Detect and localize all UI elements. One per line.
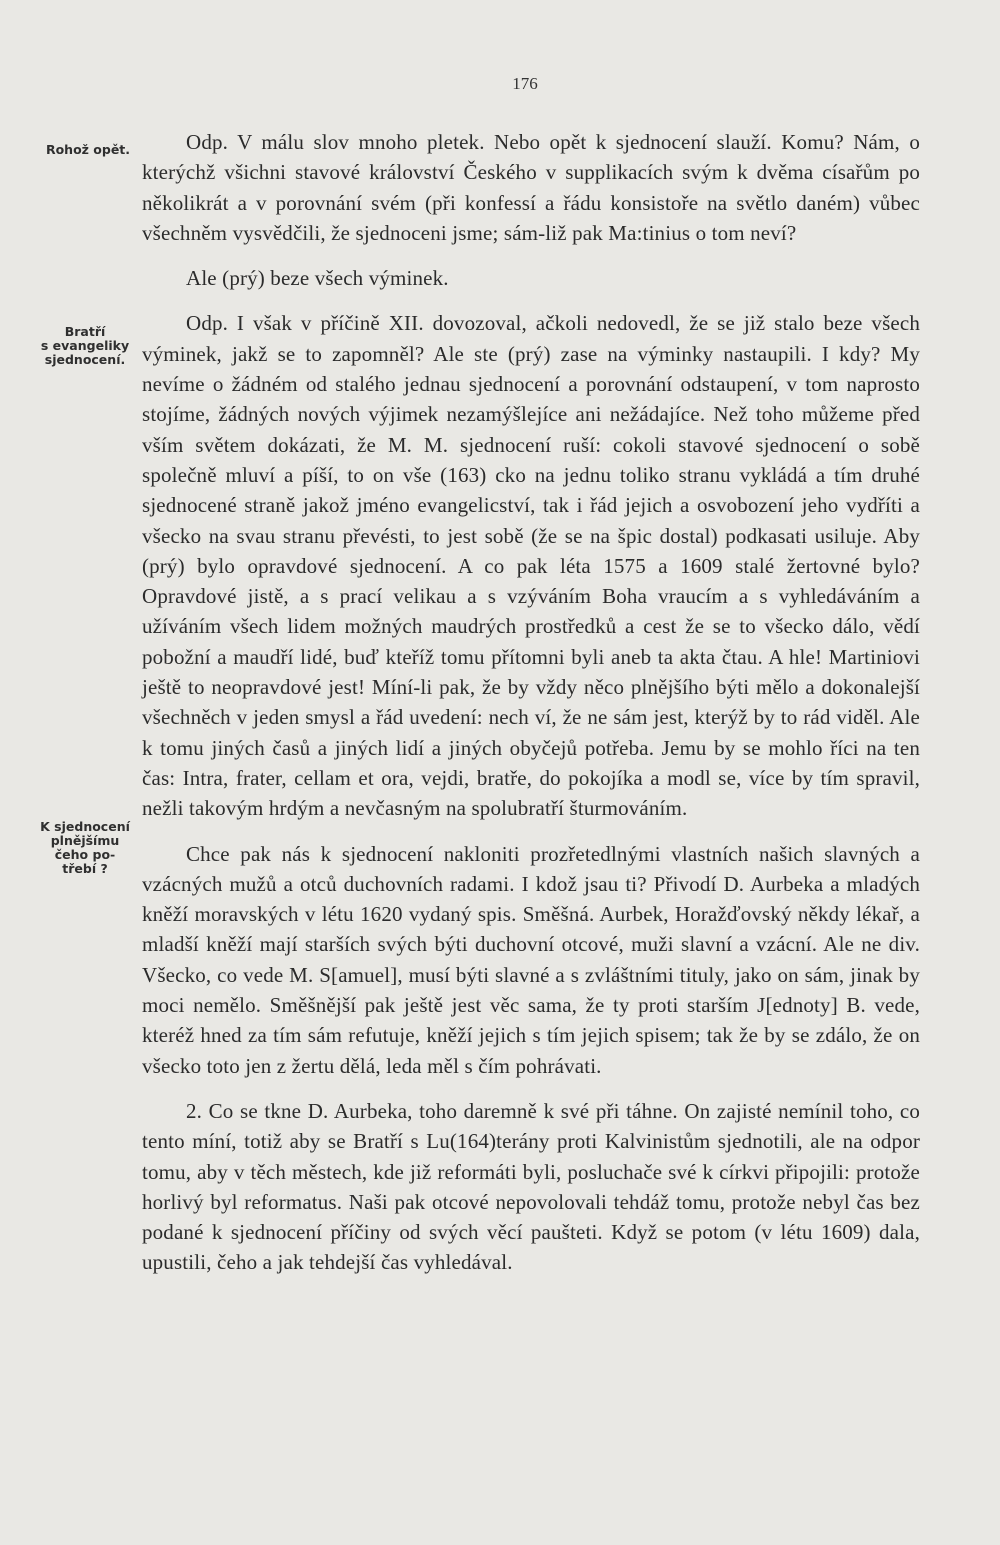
margin-note-bratri <box>30 325 140 367</box>
margin-note-line: třebí ? <box>62 861 108 876</box>
margin-note-rohoz <box>36 143 140 157</box>
margin-note-line: s evangeliky <box>40 338 130 353</box>
paragraph-1: Odp. V málu slov mnoho pletek. Nebo opět k sjednocení slauží. Komu? Nám, o kterýchž všichni stavové království Českého v supplikacích svým k dvěma císařům po několikrát a v porovnání svém (při konfessí a řádu konsistoře na světlo daném) vůbec všechněm vysvědčili, že sjednoceni jsme; sám-liž pak Ma:tinius o tom neví? <box>142 130 920 245</box>
margin-note-line: sjednocení. <box>44 352 126 367</box>
paragraph-2: Ale (prý) beze všech výminek. <box>186 266 449 291</box>
page-number: 176 <box>512 74 538 93</box>
margin-note-line: Rohož opět. <box>45 142 131 157</box>
margin-note-k-sjednoceni <box>30 820 140 876</box>
margin-note-line: Bratří <box>64 324 106 339</box>
margin-note-line: čeho po- <box>54 847 116 862</box>
paragraph-4: Chce pak nás k sjednocení nakloniti prozřetedlnými vlastních našich slavných a vzácných mužů a otců duchovních radami. I kdož jsau ti? Přivodí D. Aurbeka a mladých kněží moravských v létu 1620 vydaný spis. Směšná. Aurbek, Horažďovský někdy lékař, a mladší kněží mají starších svých býti duchovní otcové, muži slavní a vzácní. Ale ne div. Všecko, co vede M. S[amuel], musí býti slavné a s zvláštními tituly, jako on sám, jinak by moci nemělo. Směšnější pak ještě jest věc sama, že ty proti starším J[ednoty] B. vede, kteréž hned za tím sám refutuje, kněží jejich s tím jejich spisem; tak že by se zdálo, že on všecko toto jen z žertu dělá, leda měl s čím pohrávati. <box>142 841 920 1078</box>
margin-note-line: K sjednocení <box>40 819 130 834</box>
paragraph-5: 2. Co se tkne D. Aurbeka, toho daremně k své při táhne. On zajisté nemínil toho, co tento míní, totiž aby se Bratří s Lu(164)terány proti Kalvinistům sjednotili, ale na odpor tomu, aby v těch městech, kde již reformáti byli, posluchače své k církvi připojili: protože horlivý byl reformatus. Naši pak otcové nepovolovali tehdáž tomu, protože nebyl čas bez podané k sjednocení příčiny od svých věcí paušteti. Když se potom (v létu 1609) dala, upustili, čeho a jak tehdejší čas vyhledával. <box>142 1098 920 1275</box>
margin-note-line: plnějšímu <box>50 833 120 848</box>
body-text <box>142 127 920 1278</box>
paragraph-3: Odp. I však v příčině XII. dovozoval, ačkoli nedovedl, že se již stalo beze všech výminek, jakž se to zapomněl? Ale ste (prý) zase na výminky nastaupili. I kdy? My nevíme o žádném od stalého jednau sjednocení a porovnání odstaupení, v tom naprosto stojíme, žádných nových výjimek nezamýšlejíce ani nežádajíce. Než toho můžeme před vším světem dokázati, že M. M. sjednocení ruší: cokoli stavové sjednocení o sobě společně mluví a píší, to on vše (163) cko na jednu toliko stranu vykládá a tím druhé sjednocené straně jakož jméno evangelicství, tak i řád jejich a osvobození jeho vydříti a všecko na svau stranu převésti, to jest sobě (že se na špic dostal) podkasati usiluje. Aby (prý) bylo opravdové sjednocení. A co pak léta 1575 a 1609 stalé žertovné bylo? Opravdové jistě, a s prací velikau a s vzýváním Boha vraucím a s vyhledáváním a užíváním všech lidem možných maudrých prostředků a cest že se to všecko dálo, vědí pobožní a maudří lidé, buď kteříž tomu přítomni byli aneb ta akta čtau. A hle! Martiniovi ještě to neopravdové jest! Míní-li pak, že by vždy něco plnějšího býti mělo a dokonalejší všechněch v jeden smysl a řád uvedení: nech ví, že ne sám jest, kterýž by to rád viděl. Ale k tomu jiných časů a jiných lidí a jiných obyčejů potřeba. Jemu by se mohlo říci na ten čas: Intra, frater, cellam et ora, vejdi, bratře, do pokojíka a modl se, více by tím spravil, nežli takovým hrdým a nevčasným na spolubratří šturmováním. <box>142 311 920 821</box>
